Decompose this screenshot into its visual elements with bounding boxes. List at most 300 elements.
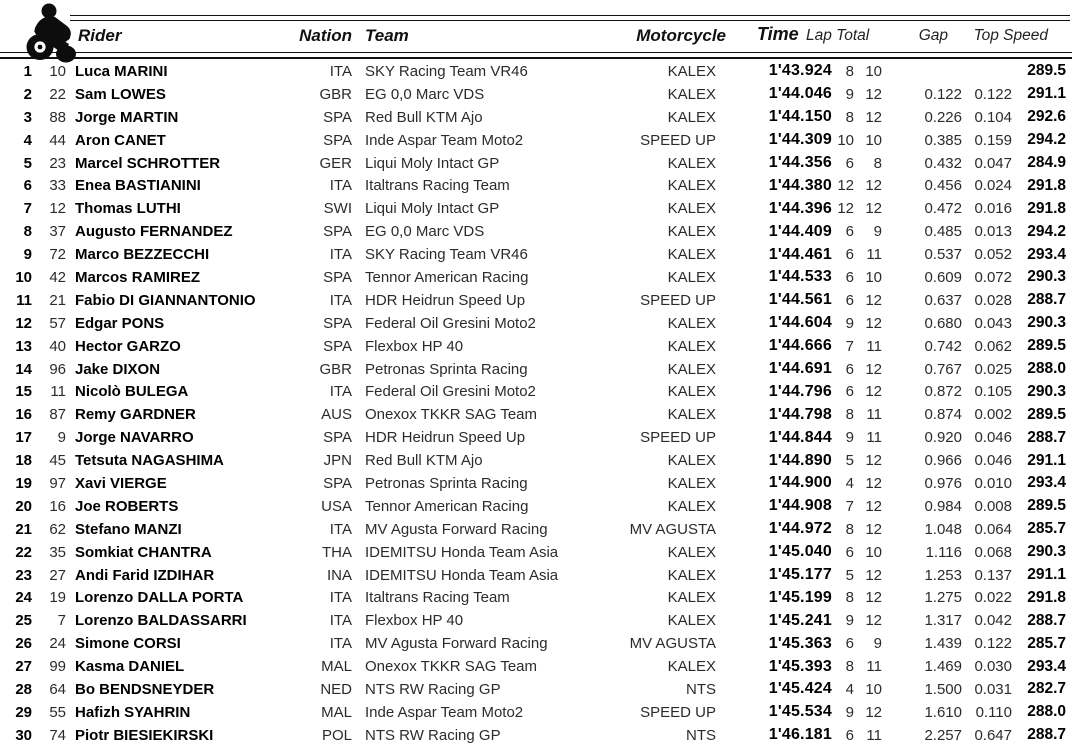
motorcycle-cell: KALEX [667,589,716,607]
table-row [0,358,1072,381]
motorcycle-cell: KALEX [667,612,716,630]
total-laps-cell: 12 [865,177,882,195]
top-speed-cell: 289.5 [1027,62,1066,80]
lap-cell: 10 [837,131,854,149]
gap-diff-cell: 0.068 [974,543,1012,561]
team-cell: IDEMITSU Honda Team Asia [365,543,559,561]
total-laps-cell: 12 [865,108,882,126]
position-cell: 4 [23,131,32,149]
rider-name-cell: Sam LOWES [75,85,166,103]
time-cell: 1'44.900 [768,474,832,492]
time-cell: 1'45.393 [768,657,832,675]
gap-cell: 0.680 [924,314,962,332]
motorcycle-rider-icon [22,1,80,63]
motorcycle-cell: SPEED UP [640,703,716,721]
gap-cell: 0.920 [924,429,962,447]
rider-name-cell: Marcel SCHROTTER [75,154,221,172]
total-laps-cell: 11 [866,429,882,447]
table-row [0,426,1072,449]
table-row [0,541,1072,564]
team-cell: HDR Heidrun Speed Up [365,429,526,447]
gap-diff-cell: 0.110 [975,703,1012,721]
gap-diff-cell: 0.046 [974,429,1012,447]
rider-name-cell: Stefano MANZI [75,520,182,538]
motorcycle-cell: KALEX [667,474,716,492]
team-cell: Onexox TKKR SAG Team [365,658,538,676]
team-cell: Italtrans Racing Team [365,589,510,607]
time-cell: 1'44.533 [768,268,832,286]
time-cell: 1'44.356 [768,154,832,171]
lap-cell: 6 [845,383,854,401]
rider-number-cell: 42 [49,268,66,286]
time-cell: 1'45.040 [768,543,832,561]
top-speed-cell: 291.1 [1027,85,1066,103]
top-speed-cell: 284.9 [1027,154,1066,171]
motorcycle-cell: KALEX [667,223,716,241]
nation-cell: SWI [323,200,352,218]
motorcycle-cell: KALEX [667,406,716,424]
time-cell: 1'45.363 [768,634,832,652]
rider-number-cell: 23 [49,154,66,172]
motorcycle-cell: SPEED UP [640,291,716,309]
motorcycle-cell: KALEX [667,383,716,401]
top-speed-cell: 291.8 [1027,199,1066,217]
top-speed-cell: 289.5 [1027,337,1066,355]
rider-name-cell: Marco BEZZECCHI [75,246,210,264]
rider-name-cell: Marcos RAMIREZ [75,268,201,286]
table-row [0,106,1072,129]
team-cell: Petronas Sprinta Racing [365,360,528,378]
gap-diff-cell: 0.137 [974,566,1012,584]
motorcycle-cell: KALEX [667,154,716,172]
time-cell: 1'44.908 [768,497,832,515]
gap-diff-cell: 0.122 [974,85,1012,103]
motorcycle-cell: NTS [686,680,716,698]
team-cell: Tennor American Racing [365,497,529,515]
position-cell: 19 [15,474,32,492]
nation-cell: SPA [323,474,352,492]
nation-cell: GBR [319,85,352,103]
gap-cell: 1.048 [924,520,962,538]
table-row [0,83,1072,106]
lap-cell: 6 [845,268,854,286]
total-laps-cell: 11 [866,658,882,676]
motorcycle-cell: KALEX [667,85,716,103]
lap-cell: 9 [845,612,854,630]
team-cell: Federal Oil Gresini Moto2 [365,314,536,332]
rider-name-cell: Thomas LUTHI [75,200,181,218]
top-speed-cell: 289.5 [1027,497,1066,515]
time-cell: 1'44.666 [768,337,832,355]
top-speed-cell: 294.2 [1027,222,1066,240]
column-header-lap-total: Lap Total [806,27,870,44]
time-cell: 1'44.409 [768,222,832,240]
total-laps-cell: 12 [865,85,882,103]
top-speed-cell: 291.1 [1027,451,1066,469]
top-speed-cell: 288.0 [1027,703,1066,721]
rider-name-cell: Somkiat CHANTRA [75,543,212,561]
gap-cell: 0.122 [924,85,962,103]
team-cell: Red Bull KTM Ajo [365,452,483,470]
lap-cell: 9 [845,703,854,721]
team-cell: Red Bull KTM Ajo [365,108,483,126]
position-cell: 28 [15,680,32,698]
gap-diff-cell: 0.043 [974,314,1012,332]
position-cell: 15 [15,383,32,401]
rider-name-cell: Enea BASTIANINI [75,177,201,195]
gap-cell: 1.500 [924,680,962,698]
gap-diff-cell: 0.042 [974,612,1012,630]
gap-diff-cell: 0.122 [974,635,1012,653]
table-row [0,678,1072,701]
top-speed-cell: 288.7 [1027,611,1066,629]
position-cell: 20 [15,497,32,515]
lap-cell: 9 [845,429,854,447]
nation-cell: ITA [329,612,352,630]
team-cell: MV Agusta Forward Racing [365,520,548,538]
position-cell: 25 [15,612,32,630]
team-cell: Liqui Moly Intact GP [365,154,500,172]
position-cell: 18 [15,452,32,470]
lap-cell: 12 [837,200,854,218]
motorcycle-cell: SPEED UP [640,429,716,447]
gap-cell: 0.966 [924,452,962,470]
table-row [0,60,1072,83]
nation-cell: SPA [323,268,352,286]
time-cell: 1'44.798 [768,405,832,423]
position-cell: 9 [23,246,32,264]
header-bottom-rule [0,52,1072,59]
team-cell: EG 0,0 Marc VDS [365,85,485,103]
position-cell: 29 [15,703,32,721]
motorcycle-cell: MV AGUSTA [629,520,716,538]
team-cell: Tennor American Racing [365,268,529,286]
total-laps-cell: 12 [865,314,882,332]
rider-name-cell: Edgar PONS [75,314,165,332]
rider-name-cell: Aron CANET [75,131,166,149]
rider-number-cell: 57 [49,314,66,332]
total-laps-cell: 12 [865,474,882,492]
nation-cell: ITA [329,291,352,309]
position-cell: 23 [15,566,32,584]
top-speed-cell: 288.0 [1027,360,1066,378]
team-cell: Flexbox HP 40 [365,612,464,630]
nation-cell: GER [319,154,352,172]
gap-cell: 0.872 [924,383,962,401]
table-row [0,655,1072,678]
time-cell: 1'44.396 [768,199,832,217]
position-cell: 2 [23,85,32,103]
lap-cell: 9 [845,314,854,332]
nation-cell: SPA [323,314,352,332]
lap-cell: 6 [845,154,854,172]
header-top-rule [70,15,1070,21]
gap-cell: 0.537 [924,246,962,264]
position-cell: 12 [15,314,32,332]
table-header [0,0,1072,60]
top-speed-cell: 285.7 [1027,520,1066,538]
position-cell: 24 [15,589,32,607]
rider-number-cell: 44 [49,131,66,149]
nation-cell: SPA [323,429,352,447]
top-speed-cell: 292.6 [1027,108,1066,126]
total-laps-cell: 8 [873,154,882,172]
total-laps-cell: 12 [865,383,882,401]
position-cell: 10 [15,268,32,286]
gap-cell: 0.485 [924,223,962,241]
rider-number-cell: 10 [49,62,66,80]
nation-cell: INA [326,566,352,584]
table-row [0,701,1072,724]
gap-cell: 0.609 [924,268,962,286]
team-cell: Liqui Moly Intact GP [365,200,500,218]
rider-number-cell: 27 [49,566,66,584]
team-cell: NTS RW Racing GP [365,726,501,744]
team-cell: Federal Oil Gresini Moto2 [365,383,536,401]
time-cell: 1'44.150 [768,108,832,126]
rider-number-cell: 87 [49,406,66,424]
table-row [0,266,1072,289]
table-row [0,380,1072,403]
time-cell: 1'45.241 [768,611,832,629]
gap-diff-cell: 0.010 [974,474,1012,492]
team-cell: EG 0,0 Marc VDS [365,223,485,241]
rider-name-cell: Joe ROBERTS [75,497,179,515]
total-laps-cell: 12 [865,589,882,607]
rider-number-cell: 16 [49,497,66,515]
top-speed-cell: 291.8 [1027,588,1066,606]
rider-name-cell: Lorenzo BALDASSARRI [75,612,247,630]
nation-cell: THA [322,543,352,561]
nation-cell: SPA [323,223,352,241]
top-speed-cell: 285.7 [1027,634,1066,652]
gap-diff-cell: 0.002 [974,406,1012,424]
lap-cell: 8 [845,62,854,80]
nation-cell: MAL [321,703,352,721]
gap-cell: 0.385 [924,131,962,149]
gap-diff-cell: 0.046 [974,452,1012,470]
motorcycle-cell: NTS [686,726,716,744]
gap-cell: 1.469 [924,658,962,676]
gap-diff-cell: 0.028 [974,291,1012,309]
position-cell: 26 [15,635,32,653]
rider-name-cell: Jorge MARTIN [75,108,179,126]
top-speed-cell: 288.7 [1027,428,1066,446]
lap-cell: 8 [845,658,854,676]
gap-cell: 0.226 [924,108,962,126]
total-laps-cell: 12 [865,497,882,515]
nation-cell: ITA [329,62,352,80]
motorcycle-cell: KALEX [667,497,716,515]
lap-cell: 8 [845,108,854,126]
gap-diff-cell: 0.022 [974,589,1012,607]
gap-diff-cell: 0.062 [974,337,1012,355]
team-cell: Onexox TKKR SAG Team [365,406,538,424]
time-cell: 1'44.890 [768,451,832,469]
table-row [0,724,1072,747]
lap-cell: 6 [845,291,854,309]
total-laps-cell: 12 [865,703,882,721]
motorcycle-cell: KALEX [667,246,716,264]
lap-cell: 6 [845,543,854,561]
rider-number-cell: 35 [49,543,66,561]
gap-cell: 0.767 [924,360,962,378]
lap-cell: 8 [845,520,854,538]
lap-cell: 12 [837,177,854,195]
table-row [0,289,1072,312]
table-row [0,495,1072,518]
total-laps-cell: 12 [865,566,882,584]
lap-cell: 4 [845,474,854,492]
nation-cell: ITA [329,177,352,195]
time-cell: 1'44.309 [768,131,832,149]
column-header-motorcycle: Motorcycle [636,26,726,45]
position-cell: 27 [15,658,32,676]
nation-cell: AUS [321,406,352,424]
time-cell: 1'45.424 [768,680,832,698]
rider-name-cell: Fabio DI GIANNANTONIO [75,291,256,309]
gap-diff-cell: 0.052 [974,246,1012,264]
total-laps-cell: 10 [865,268,882,286]
nation-cell: SPA [323,131,352,149]
position-cell: 5 [23,154,32,172]
gap-diff-cell: 0.013 [974,223,1012,241]
motorcycle-cell: KALEX [667,268,716,286]
position-cell: 11 [16,291,32,309]
motorcycle-cell: KALEX [667,360,716,378]
rider-name-cell: Luca MARINI [75,62,168,80]
total-laps-cell: 11 [866,726,882,744]
nation-cell: USA [321,497,352,515]
lap-cell: 6 [845,360,854,378]
column-header-gap: Gap [918,27,948,44]
time-cell: 1'44.972 [768,520,832,538]
top-speed-cell: 290.3 [1027,314,1066,332]
gap-cell: 0.742 [924,337,962,355]
nation-cell: ITA [329,520,352,538]
rider-number-cell: 96 [49,360,66,378]
rider-name-cell: Bo BENDSNEYDER [75,680,215,698]
total-laps-cell: 10 [865,131,882,149]
rider-number-cell: 99 [49,658,66,676]
rider-name-cell: Jake DIXON [75,360,161,378]
total-laps-cell: 9 [873,223,882,241]
motorcycle-cell: KALEX [667,543,716,561]
time-cell: 1'43.924 [768,62,832,80]
rider-number-cell: 7 [57,612,66,630]
motorcycle-cell: KALEX [667,177,716,195]
rider-number-cell: 11 [50,383,66,401]
gap-diff-cell: 0.016 [974,200,1012,218]
motorcycle-cell: KALEX [667,566,716,584]
table-row [0,564,1072,587]
rider-name-cell: Xavi VIERGE [75,474,167,492]
rider-number-cell: 97 [49,474,66,492]
nation-cell: ITA [329,383,352,401]
team-cell: MV Agusta Forward Racing [365,635,548,653]
lap-cell: 7 [845,497,854,515]
total-laps-cell: 12 [865,360,882,378]
rider-name-cell: Hector GARZO [75,337,181,355]
time-cell: 1'44.844 [768,428,832,446]
table-row [0,197,1072,220]
nation-cell: ITA [329,246,352,264]
gap-cell: 1.610 [924,703,962,721]
gap-cell: 0.432 [924,154,962,172]
time-cell: 1'44.691 [768,360,832,378]
position-cell: 8 [23,223,32,241]
position-cell: 14 [15,360,32,378]
team-cell: Flexbox HP 40 [365,337,464,355]
gap-cell: 1.116 [925,543,962,561]
motorcycle-cell: KALEX [667,452,716,470]
nation-cell: POL [321,726,352,744]
lap-cell: 6 [845,223,854,241]
total-laps-cell: 10 [865,62,882,80]
top-speed-cell: 288.7 [1027,726,1066,744]
lap-cell: 5 [845,452,854,470]
team-cell: HDR Heidrun Speed Up [365,291,526,309]
lap-cell: 9 [845,85,854,103]
rider-name-cell: Hafizh SYAHRIN [75,703,191,721]
gap-diff-cell: 0.647 [974,726,1012,744]
total-laps-cell: 10 [865,543,882,561]
lap-cell: 4 [845,680,854,698]
top-speed-cell: 290.3 [1027,382,1066,400]
rider-number-cell: 88 [49,108,66,126]
nation-cell: ITA [329,589,352,607]
rider-number-cell: 55 [49,703,66,721]
total-laps-cell: 12 [865,200,882,218]
team-cell: Inde Aspar Team Moto2 [365,703,524,721]
rider-name-cell: Lorenzo DALLA PORTA [75,589,244,607]
column-header-team: Team [365,26,409,45]
position-cell: 30 [15,726,32,744]
table-row [0,220,1072,243]
nation-cell: MAL [321,658,352,676]
time-cell: 1'44.380 [768,176,832,194]
rider-number-cell: 33 [49,177,66,195]
time-cell: 1'44.604 [768,314,832,332]
lap-cell: 6 [845,246,854,264]
top-speed-cell: 289.5 [1027,405,1066,423]
gap-diff-cell: 0.024 [974,177,1012,195]
gap-cell: 1.439 [924,635,962,653]
position-cell: 6 [23,177,32,195]
time-cell: 1'46.181 [768,726,832,744]
gap-diff-cell: 0.159 [974,131,1012,149]
total-laps-cell: 12 [865,291,882,309]
nation-cell: NED [320,680,352,698]
table-row [0,518,1072,541]
table-row [0,335,1072,358]
column-header-top-speed: Top Speed [973,27,1048,44]
rider-number-cell: 24 [49,635,66,653]
rider-number-cell: 9 [57,429,66,447]
total-laps-cell: 12 [865,520,882,538]
top-speed-cell: 291.8 [1027,176,1066,194]
team-cell: SKY Racing Team VR46 [365,62,528,80]
total-laps-cell: 11 [866,337,882,355]
motorcycle-cell: SPEED UP [640,131,716,149]
rider-number-cell: 74 [49,726,66,744]
column-header-time: Time [757,24,799,44]
nation-cell: SPA [323,337,352,355]
rider-name-cell: Andi Farid IZDIHAR [75,566,215,584]
position-cell: 1 [23,62,32,80]
lap-cell: 5 [845,566,854,584]
gap-diff-cell: 0.008 [974,497,1012,515]
